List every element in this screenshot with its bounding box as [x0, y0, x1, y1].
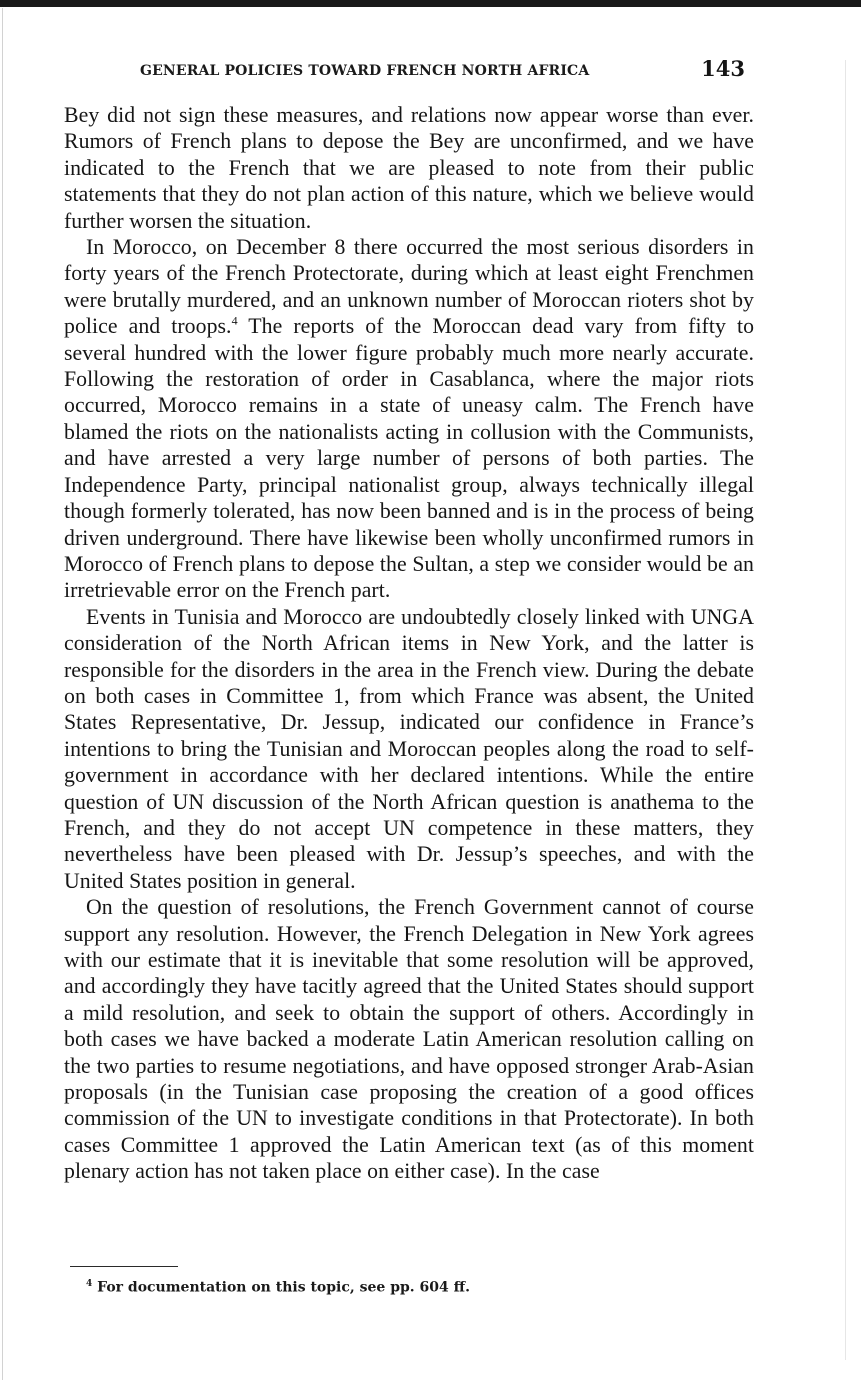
paragraph-4: On the question of resolutions, the French Government cannot of course support any resolution. However, the French Delegation in New York agrees with our estimate that it is inevitable that some resolution will be approved, and accordingly they have tacitly agreed that the United States should support a mild resolution, and seek to obtain the support of others. Accordingly in both cases we have backed a moderate Latin American resolution calling on the two parties to resume negotiations, and have opposed stronger Arab-Asian proposals (in the Tunisian case proposing the creation of a good offices commission of the UN to investigate conditions in that Protectorate). In both cases Committee 1 approved the Latin American text (as of this moment plenary action has not taken place on either case). In the case	[64, 895, 754, 1184]
footnote-text: For documentation on this topic, see pp. 604 ff.	[92, 1279, 470, 1296]
scan-top-border	[0, 0, 861, 7]
scan-left-edge	[2, 8, 3, 1380]
page-number: 143	[701, 56, 745, 81]
body-text	[64, 102, 754, 1185]
paragraph-1: Bey did not sign these measures, and relations now appear worse than ever. Rumors of French plans to depose the Bey are unconfirmed, and we have indicated to the French that we are pleased to note from their public statements that they do not plan action of this nature, which we believe would further worsen the situation.	[64, 103, 754, 233]
scan-right-edge	[845, 60, 846, 1360]
paragraph-2	[64, 234, 754, 604]
footnote-marker: 4	[86, 1279, 93, 1289]
running-head: GENERAL POLICIES TOWARD FRENCH NORTH AFRICA	[140, 63, 590, 79]
paragraph-2-text-a: In Morocco, on December 8 there occurred the most serious disorders in forty years of the French Protectorate, during which at least eight Frenchmen were brutally murdered, and an unknown number of Moroccan rioters shot by police and troops.	[64, 235, 754, 339]
paragraph-2-text-b: The reports of the Moroccan dead vary from fifty to several hundred with the lower figure probably much more nearly accurate. Following the restoration of order in Casablanca, where the major riots occurred, Morocco remains in a state of uneasy calm. The French have blamed the riots on the nationalists acting in collusion with the Communists, and have arrested a very large number of persons of both parties. The Independence Party, principal nationalist group, always technically illegal though formerly tolerated, has now been banned and is in the process of being driven underground. There have likewise been wholly unconfirmed rumors in Morocco of French plans to depose the Sultan, a step we consider would be an irretrievable error on the French part.	[64, 314, 755, 603]
footnote-reference[interactable]: 4	[231, 313, 238, 328]
paragraph-3: Events in Tunisia and Morocco are undoubtedly closely linked with UNGA consideration of the North African items in New York, and the latter is responsible for the disorders in the area in the French view. During the debate on both cases in Committee 1, from which France was absent, the United States Representative, Dr. Jessup, indicated our confidence in France’s intentions to bring the Tunisian and Moroccan peoples along the road to self-government in accordance with her declared intentions. While the entire question of UN discussion of the North African question is anathema to the French, and they do not accept UN competence in these matters, they nevertheless have been pleased with Dr. Jessup’s speeches, and with the United States position in general.	[64, 604, 754, 893]
page-header	[64, 56, 750, 84]
footnote	[86, 1279, 470, 1296]
footnote-divider	[70, 1266, 178, 1267]
